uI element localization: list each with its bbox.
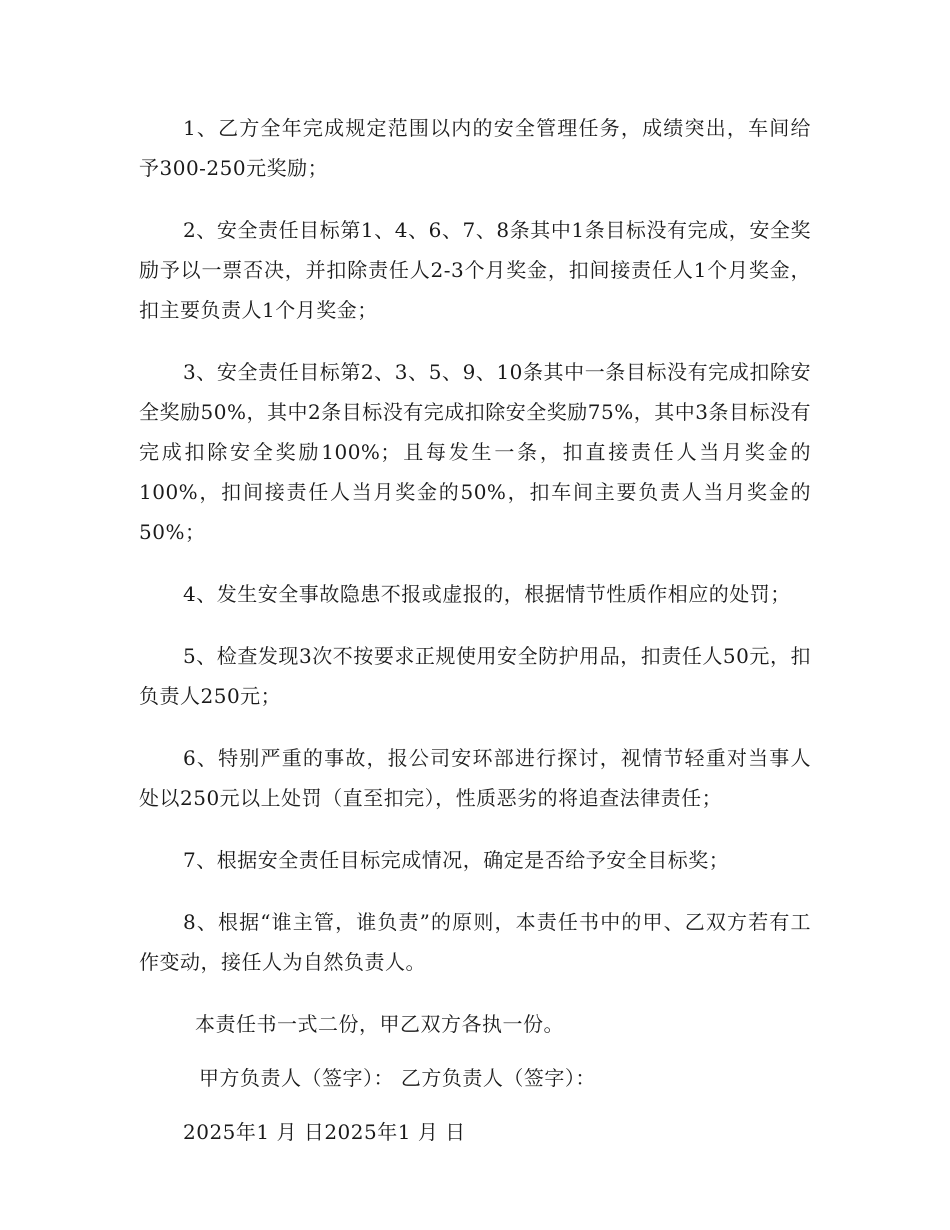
document-body — [139, 108, 811, 1174]
signature-line: 甲方负责人（签字）： 乙方负责人（签字）： — [199, 1066, 596, 1090]
clause-3: 3、安全责任目标第2、3、5、9、10条其中一条目标没有完成扣除安全奖励50%，其中2条目标没有完成扣除安全奖励75%，其中3条目标没有完成扣除安全奖励100%；且每发生一条，扣直接责任人当月奖金的100%，扣间接责任人当月奖金的50%，扣车间主要负责人当月奖金的50%； — [139, 360, 811, 544]
clause-1: 1、乙方全年完成规定范围以内的安全管理任务，成绩突出，车间给予300-250元奖励； — [139, 116, 811, 180]
clause-2: 2、安全责任目标第1、4、6、7、8条其中1条目标没有完成，安全奖励予以一票否决，并扣除责任人2-3个月奖金，扣间接责任人1个月奖金，扣主要负责人1个月奖金； — [139, 218, 811, 322]
clause-4: 4、发生安全事故隐患不报或虚报的，根据情节性质作相应的处罚； — [183, 582, 791, 606]
clause-7: 7、根据安全责任目标完成情况，确定是否给予安全目标奖； — [183, 848, 730, 872]
clause-8: 8、根据“谁主管，谁负责”的原则，本责任书中的甲、乙双方若有工作变动，接任人为自然负责人。 — [139, 910, 811, 974]
clause-6: 6、特别严重的事故，报公司安环部进行探讨，视情节轻重对当事人处以250元以上处罚（直至扣完），性质恶劣的将追查法律责任； — [139, 746, 811, 810]
date-line: 2025年1 月 日2025年1 月 日 — [183, 1120, 466, 1144]
copies-note: 本责任书一式二份，甲乙双方各执一份。 — [195, 1012, 564, 1036]
clause-5: 5、检查发现3次不按要求正规使用安全防护用品，扣责任人50元，扣负责人250元； — [139, 644, 811, 708]
